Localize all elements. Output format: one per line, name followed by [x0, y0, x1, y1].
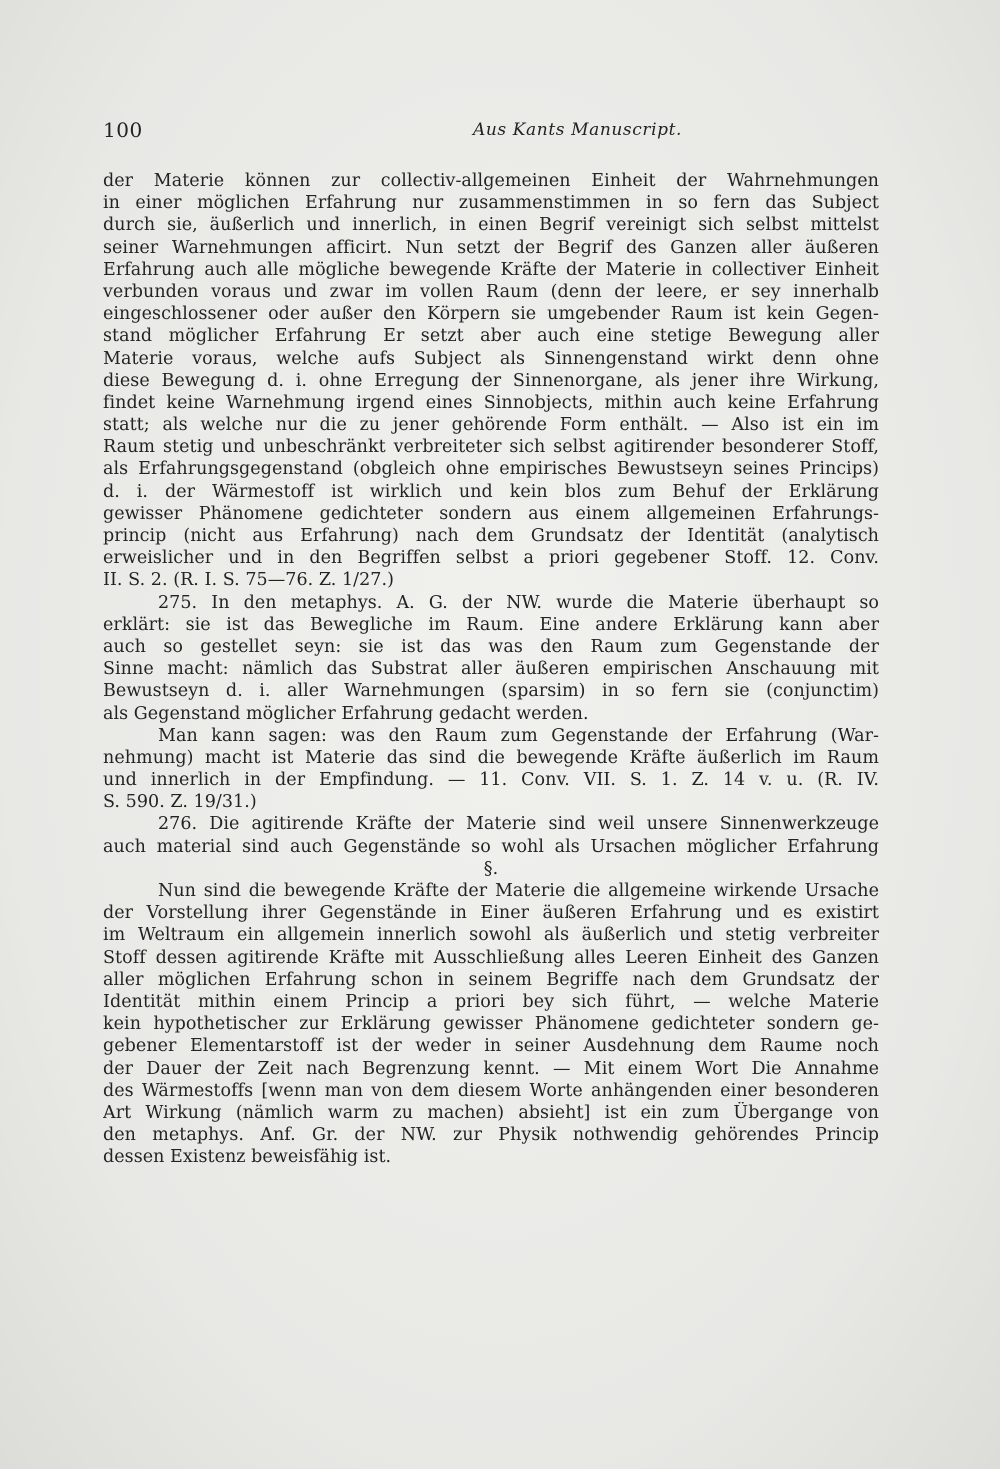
text-line: nehmung) macht ist Materie das sind die bewegende Kräfte äußerlich im Raum: [103, 747, 879, 768]
paragraph-main: [103, 170, 879, 592]
text-line: Man kann sagen: was den Raum zum Gegenstande der Erfahrung (War-: [158, 725, 879, 746]
text-line: d. i. der Wärmestoff ist wirklich und kein blos zum Behuf der Erklärung: [103, 481, 879, 502]
text-line: den metaphys. Anf. Gr. der NW. zur Physik nothwendig gehörendes Princip: [103, 1125, 879, 1146]
text-line: Raum stetig und unbeschränkt verbreiteter sich selbst agitirender besonderer Stoff,: [103, 437, 879, 458]
text-line: princip (nicht aus Erfahrung) nach dem Grundsatz der Identität (analytisch: [103, 526, 879, 546]
text-line: seiner Warnehmungen afficirt. Nun setzt der Begrif des Ganzen aller äußeren: [103, 237, 879, 258]
paragraph-man-kann-sagen: [103, 725, 879, 814]
text-line: Bewustseyn d. i. aller Warnehmungen (sparsim) in so fern sie (conjunctim): [103, 681, 879, 702]
text-line: Sinne macht: nämlich das Substrat aller äußeren empirischen Anschauung mit: [103, 659, 879, 680]
text-line: des Wärmestoffs [wenn man von dem diesem Worte anhängenden einer besonderen: [103, 1080, 879, 1101]
section-sign: §.: [483, 858, 499, 879]
text-line: Nun sind die bewegende Kräfte der Materie die allgemeine wirkende Ursache: [158, 881, 879, 901]
page-number: 100: [103, 118, 143, 142]
page-header: [103, 118, 879, 148]
text-line: gewisser Phänomene gedichteter sondern aus einem allgemeinen Erfahrungs-: [103, 503, 879, 524]
text-line: S. 590. Z. 19/31.): [103, 792, 257, 813]
text-line: in einer möglichen Erfahrung nur zusammenstimmen in so fern das Subject: [103, 193, 879, 214]
text-line: der Vorstellung ihrer Gegenstände in Einer äußeren Erfahrung und es existirt: [103, 903, 879, 924]
text-line: durch sie, äußerlich und innerlich, in einen Begrif vereinigt sich selbst mittelst: [103, 215, 879, 236]
text-line: dessen Existenz beweisfähig ist.: [103, 1147, 392, 1168]
text-line: diese Bewegung d. i. ohne Erregung der Sinnenorgane, als jener ihre Wirkung,: [103, 370, 879, 391]
text-line: Identität mithin einem Princip a priori bey sich führt, — welche Materie: [103, 991, 879, 1012]
text-line: stand möglicher Erfahrung Er setzt aber auch eine stetige Bewegung aller: [103, 326, 879, 347]
text-line: verbunden voraus und zwar im vollen Raum (denn der leere, er sey innerhalb: [103, 281, 879, 302]
text-line: der Dauer der Zeit nach Begrenzung kennt. — Mit einem Wort Die Annahme: [103, 1058, 879, 1079]
text-line: eingeschlossener oder außer den Körpern sie umgebender Raum ist kein Gegen-: [103, 304, 879, 325]
text-line: auch so gestellet seyn: sie ist das was den Raum zum Gegenstande der: [103, 636, 879, 657]
text-line: als Erfahrungsgegenstand (obgleich ohne empirisches Bewustseyn seines Princips): [103, 459, 879, 480]
text-line: aller möglichen Erfahrung schon in seinem Begriffe nach dem Grundsatz der: [103, 969, 879, 990]
text-line: auch material sind auch Gegenstände so wohl als Ursachen möglicher Erfahrung: [103, 836, 879, 857]
text-line: gebener Elementarstoff ist der weder in seiner Ausdehnung dem Raume noch: [103, 1036, 879, 1057]
text-line: erklärt: sie ist das Bewegliche im Raum. Eine andere Erklärung kann aber: [103, 614, 879, 635]
paragraph-275: [103, 592, 879, 725]
paragraph-nun-sind: [103, 880, 879, 1168]
page-body: [103, 170, 879, 1168]
text-line: kein hypothetischer zur Erklärung gewisser Phänomene gedichteter sondern ge-: [103, 1014, 879, 1035]
paragraph-276: [103, 813, 879, 880]
text-line: Erfahrung auch alle mögliche bewegende Kräfte der Materie in collectiver Einheit: [103, 259, 879, 280]
text-line: erweislicher und in den Begriffen selbst a priori gegebener Stoff. 12. Conv.: [103, 548, 879, 569]
text-line: im Weltraum ein allgemein innerlich sowohl als äußerlich und stetig verbreiter: [103, 925, 879, 946]
text-line: als Gegenstand möglicher Erfahrung gedacht werden.: [103, 703, 589, 724]
text-line: Materie voraus, welche aufs Subject als Sinnengenstand wirkt denn ohne: [103, 348, 879, 369]
text-line: findet keine Warnehmung irgend eines Sinnobjects, mithin auch keine Erfahrung: [103, 392, 879, 413]
text-line: statt; als welche nur die zu jener gehörende Form enthält. — Also ist ein im: [103, 415, 879, 436]
text-line: 275. In den metaphys. A. G. der NW. wurde die Materie überhaupt so: [158, 592, 879, 613]
text-line: 276. Die agitirende Kräfte der Materie sind weil unsere Sinnenwerkzeuge: [158, 814, 879, 835]
running-title: Aus Kants Manuscript.: [473, 120, 683, 140]
text-line: und innerlich in der Empfindung. — 11. Conv. VII. S. 1. Z. 14 v. u. (R. IV.: [103, 770, 879, 791]
text-line: Art Wirkung (nämlich warm zu machen) absieht] ist ein zum Übergange von: [103, 1102, 879, 1123]
text-line: II. S. 2. (R. I. S. 75—76. Z. 1/27.): [103, 570, 394, 591]
text-line: Stoff dessen agitirende Kräfte mit Ausschließung alles Leeren Einheit des Ganzen: [103, 947, 879, 968]
text-line: der Materie können zur collectiv-allgemeinen Einheit der Wahrnehmungen: [103, 171, 879, 191]
